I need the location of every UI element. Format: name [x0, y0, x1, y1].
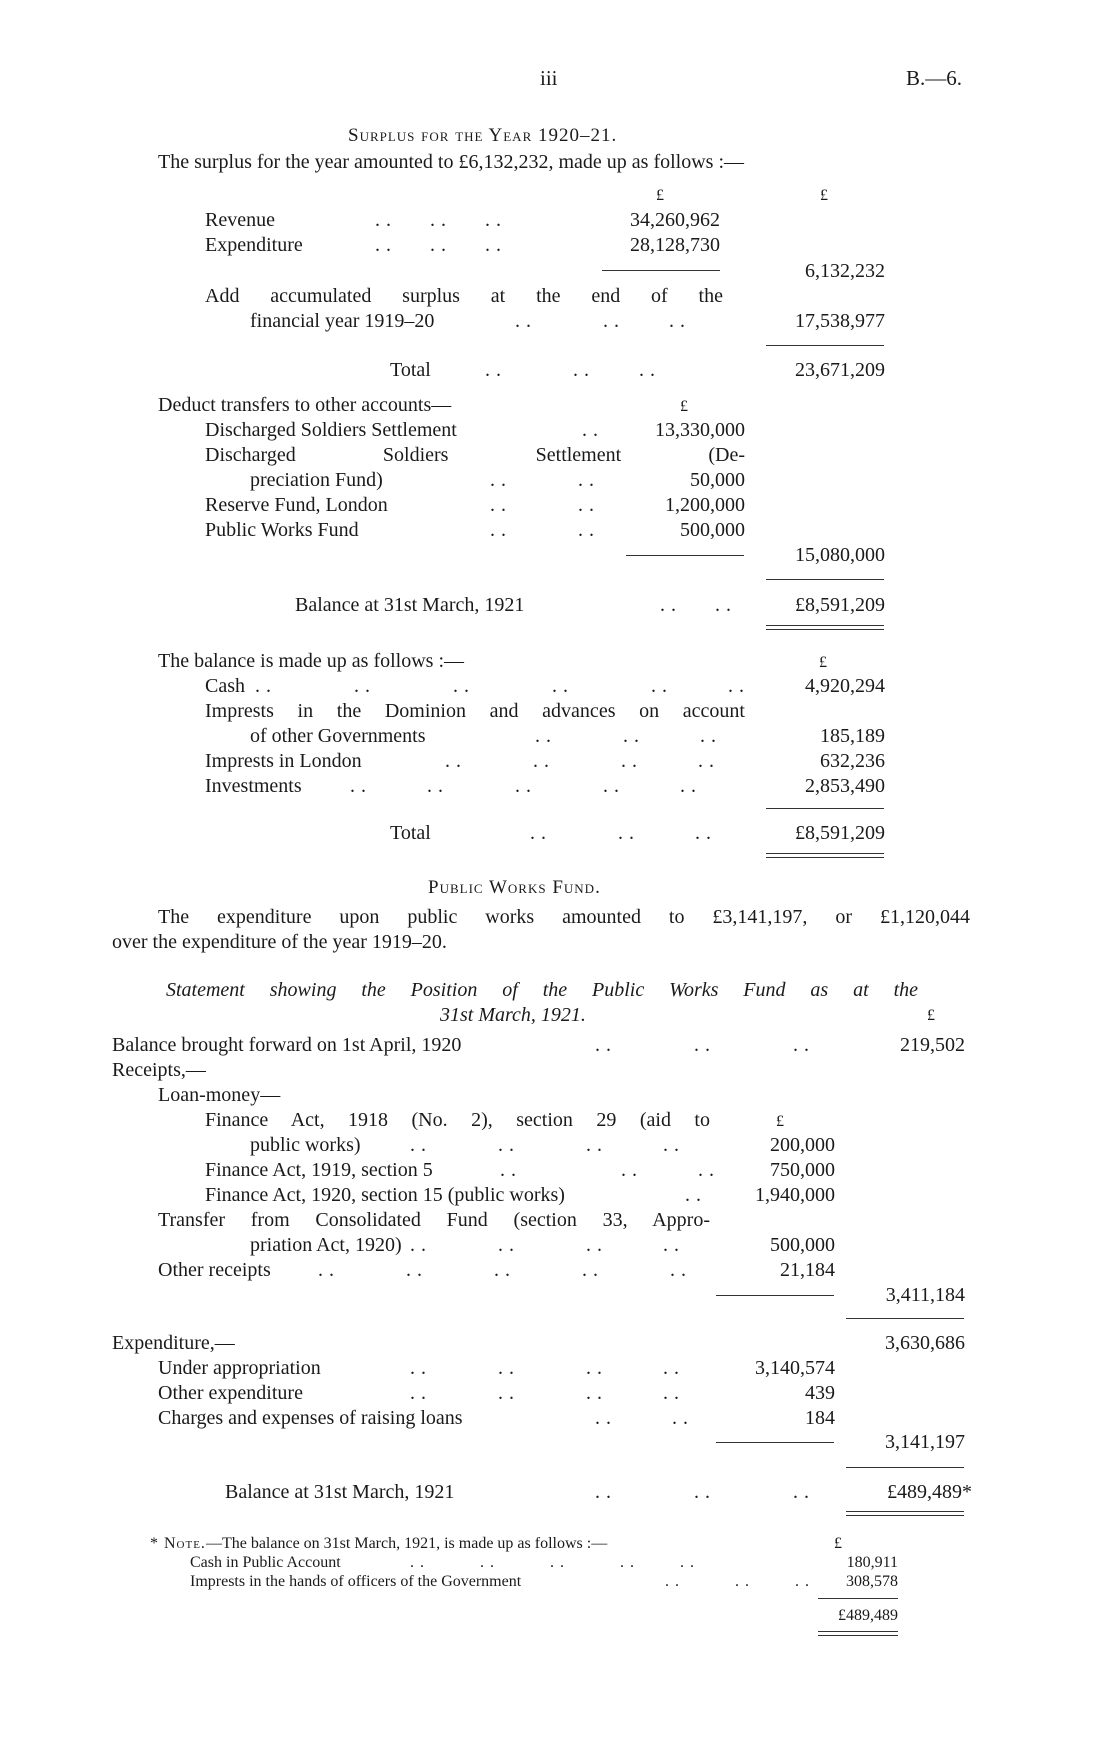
leader-dots: .. .. ..	[500, 1159, 720, 1181]
expenditure-value: 28,128,730	[630, 234, 720, 256]
other-expenditure-label: Other expenditure	[158, 1382, 303, 1404]
difference-value: 6,132,232	[805, 260, 885, 282]
leader-dots: .. ..	[660, 594, 737, 616]
footnote-cash-value: 180,911	[846, 1554, 898, 1571]
loan-money-label: Loan-money—	[158, 1084, 281, 1106]
leader-dots: .. ..	[490, 494, 600, 516]
leader-dots: .. .. ..	[515, 310, 691, 332]
public-works-para-line-1: The expenditure upon public works amounted to £3,141,197, or £1,120,044	[158, 906, 970, 928]
leader-dots: .. .. .. ..	[410, 1382, 685, 1404]
transfer-line-2: priation Act, 1920)	[250, 1234, 402, 1256]
imprests-dominion-value: 185,189	[820, 725, 885, 747]
rule	[716, 1442, 834, 1443]
fa1920-value: 1,940,000	[755, 1184, 835, 1206]
fa1919-value: 750,000	[770, 1159, 835, 1181]
under-appropriation-label: Under appropriation	[158, 1357, 321, 1379]
cash-value: 4,920,294	[805, 675, 885, 697]
pwf-label: Public Works Fund	[205, 519, 359, 541]
footnote-marker: * Note.	[150, 1535, 206, 1552]
pw-balance-label: Balance at 31st March, 1921	[225, 1481, 455, 1503]
transfer-line-1: Transfer from Consolidated Fund (section 33, Appro-	[158, 1209, 710, 1231]
pwf-value: 500,000	[680, 519, 745, 541]
dssdep-line-2: preciation Fund)	[250, 469, 383, 491]
double-rule	[818, 1631, 898, 1636]
deduct-heading: Deduct transfers to other accounts—	[158, 394, 452, 416]
rule	[818, 1598, 898, 1599]
rule	[766, 579, 884, 580]
transfer-value: 500,000	[770, 1234, 835, 1256]
other-expenditure-value: 439	[805, 1382, 835, 1404]
expenditure-heading: Expenditure,—	[112, 1332, 235, 1354]
receipts-total: 3,411,184	[885, 1284, 965, 1306]
footnote-imprests-label: Imprests in the hands of officers of the Government	[190, 1573, 522, 1590]
leader-dots: .. .. .. ..	[410, 1134, 685, 1156]
charges-label: Charges and expenses of raising loans	[158, 1407, 463, 1429]
leader-dots: .. .. ..	[530, 822, 717, 844]
leader-dots: .. .. ..	[595, 1034, 815, 1056]
imprests-dominion-line-1: Imprests in the Dominion and advances on account	[205, 700, 745, 722]
footnote-symbol: £	[834, 1535, 842, 1552]
leader-dots: ..	[582, 419, 604, 441]
imprests-dominion-line-2: of other Governments	[250, 725, 426, 747]
charges-value: 184	[805, 1407, 835, 1429]
imprests-london-label: Imprests in London	[205, 750, 362, 772]
public-works-para-line-2: over the expenditure of the year 1919–20.	[112, 931, 447, 953]
leader-dots: .. .. ..	[485, 359, 661, 381]
investments-label: Investments	[205, 775, 302, 797]
leader-dots: .. .. .. ..	[410, 1357, 685, 1379]
leader-dots: .. .. ..	[665, 1573, 815, 1590]
madeup-heading: The balance is made up as follows :—	[158, 650, 465, 672]
add-line-1: Add accumulated surplus at the end of the	[205, 285, 723, 307]
balance-brought-forward-value: 219,502	[900, 1034, 965, 1056]
leader-dots: .. .. .. .. .. ..	[255, 675, 750, 697]
leader-dots: .. .. ..	[595, 1481, 815, 1503]
cash-label: Cash	[205, 675, 245, 697]
receipts-label: Receipts,—	[112, 1059, 206, 1081]
subtotal: 3,630,686	[885, 1332, 965, 1354]
pw-balance-value: £489,489*	[887, 1481, 972, 1503]
madeup-total-label: Total	[390, 822, 431, 844]
under-appropriation-value: 3,140,574	[755, 1357, 835, 1379]
fa1920-label: Finance Act, 1920, section 15 (public works)	[205, 1184, 565, 1206]
double-rule	[766, 625, 884, 630]
leader-dots: .. .. ..	[375, 209, 507, 231]
rule	[716, 1295, 834, 1296]
add-value: 17,538,977	[795, 310, 885, 332]
leader-dots: .. .. .. ..	[445, 750, 720, 772]
revenue-label: Revenue	[205, 209, 275, 231]
other-receipts-label: Other receipts	[158, 1259, 271, 1281]
page-number: iii	[540, 66, 558, 90]
expenditure-total: 3,141,197	[885, 1431, 965, 1453]
revenue-value: 34,260,962	[630, 209, 720, 231]
deduct-total: 15,080,000	[795, 544, 885, 566]
add-line-2: financial year 1919–20	[250, 310, 435, 332]
balance-label: Balance at 31st March, 1921	[295, 594, 525, 616]
reserve-value: 1,200,000	[665, 494, 745, 516]
rule	[766, 345, 884, 346]
double-rule	[766, 853, 884, 858]
leader-dots: .. .. .. ..	[410, 1234, 685, 1256]
imprests-london-value: 632,236	[820, 750, 885, 772]
leader-dots: ..	[685, 1184, 707, 1206]
rule	[626, 555, 744, 556]
expenditure-label: Expenditure	[205, 234, 303, 256]
footnote-total-value: £489,489	[838, 1607, 898, 1624]
rule	[602, 270, 720, 271]
double-rule	[846, 1511, 964, 1516]
deduct-symbol: £	[680, 398, 688, 415]
leader-dots: .. .. .. .. ..	[318, 1259, 692, 1281]
footnote-imprests-value: 308,578	[846, 1573, 898, 1590]
col-symbol-b: £	[820, 187, 828, 204]
pw-col-symbol: £	[927, 1007, 935, 1024]
rule	[846, 1467, 964, 1468]
total-label: Total	[390, 359, 431, 381]
leader-dots: .. .. .. .. ..	[410, 1554, 700, 1571]
leader-dots: .. ..	[595, 1407, 694, 1429]
investments-value: 2,853,490	[805, 775, 885, 797]
fa1918-value: 200,000	[770, 1134, 835, 1156]
footnote-text: —The balance on 31st March, 1921, is made up as follows :—	[205, 1535, 608, 1552]
madeup-symbol: £	[819, 654, 827, 671]
balance-value: £8,591,209	[795, 594, 885, 616]
surplus-intro: The surplus for the year amounted to £6,132,232, made up as follows :—	[158, 151, 744, 173]
fa1918-line-1: Finance Act, 1918 (No. 2), section 29 (aid to	[205, 1109, 710, 1131]
total-value: 23,671,209	[795, 359, 885, 381]
dss-value: 13,330,000	[655, 419, 745, 441]
rule	[766, 808, 884, 809]
fa1919-label: Finance Act, 1919, section 5	[205, 1159, 433, 1181]
fa1918-line-2: public works)	[250, 1134, 361, 1156]
other-receipts-value: 21,184	[780, 1259, 835, 1281]
col-symbol-a: £	[656, 187, 664, 204]
balance-brought-forward-label: Balance brought forward on 1st April, 1920	[112, 1034, 462, 1056]
leader-dots: .. .. ..	[535, 725, 722, 747]
rule	[846, 1318, 964, 1319]
statement-title-line-1: Statement showing the Position of the Public Works Fund as at the	[166, 979, 918, 1001]
madeup-total-value: £8,591,209	[795, 822, 885, 844]
leader-dots: .. ..	[490, 519, 600, 541]
surplus-heading: Surplus for the Year 1920–21.	[348, 125, 618, 146]
public-works-heading: Public Works Fund.	[428, 877, 601, 898]
leader-dots: .. .. ..	[375, 234, 507, 256]
document-ref: B.—6.	[906, 66, 963, 90]
footnote-cash-label: Cash in Public Account	[190, 1554, 341, 1571]
dss-label: Discharged Soldiers Settlement	[205, 419, 457, 441]
leader-dots: .. ..	[490, 469, 600, 491]
footnote-line	[150, 1536, 607, 1552]
loan-symbol: £	[776, 1113, 784, 1130]
reserve-label: Reserve Fund, London	[205, 494, 388, 516]
dssdep-line-1: Discharged Soldiers Settlement (De-	[205, 444, 745, 466]
dssdep-value: 50,000	[690, 469, 745, 491]
leader-dots: .. .. .. .. ..	[350, 775, 702, 797]
statement-title-line-2: 31st March, 1921.	[440, 1004, 586, 1026]
